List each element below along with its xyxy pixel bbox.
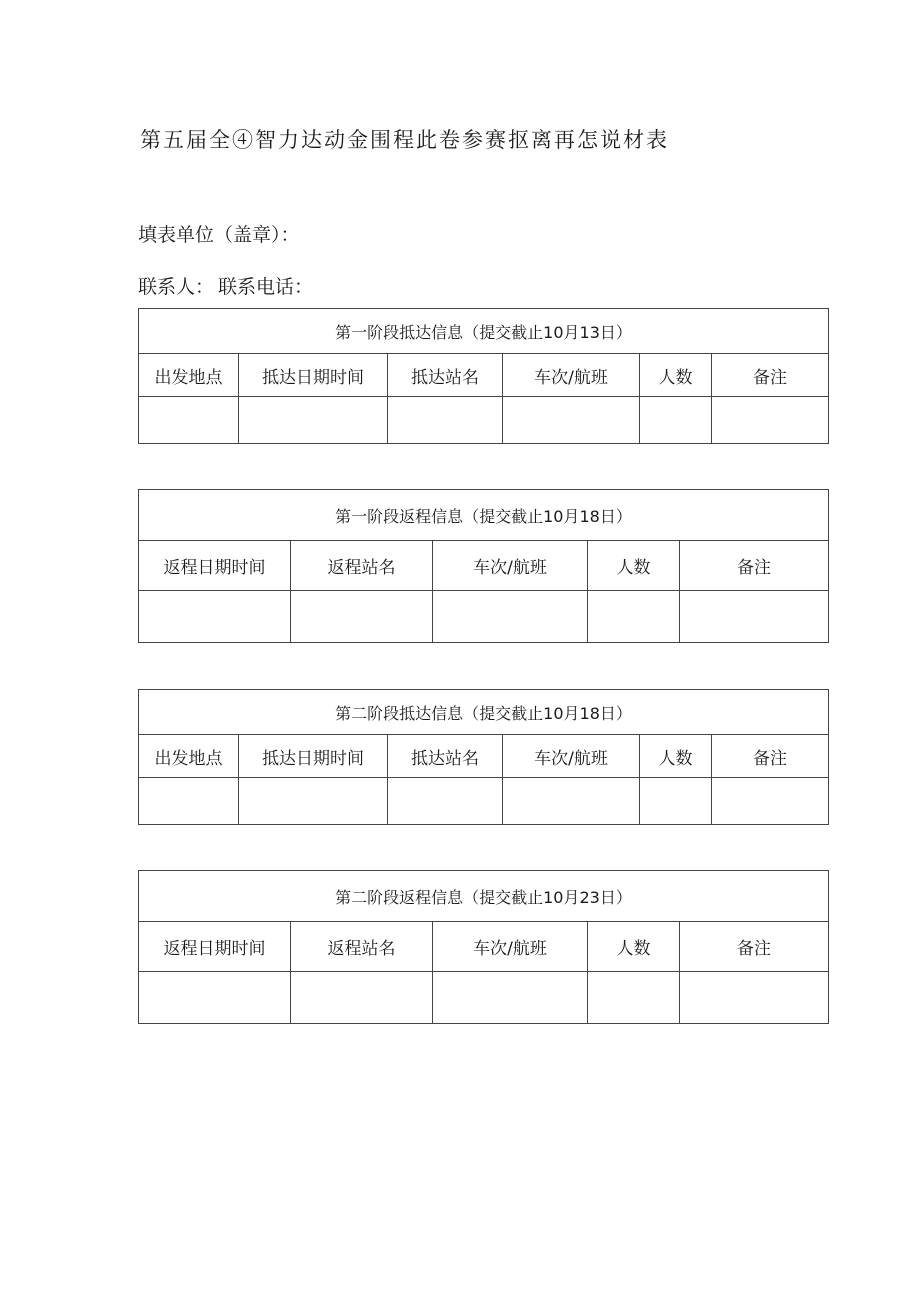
input-cell-arrival-station[interactable] [388, 397, 503, 444]
col-header-return-station: 返程站名 [291, 922, 433, 972]
input-cell-return-datetime[interactable] [139, 591, 291, 643]
input-cell-return-station[interactable] [291, 972, 433, 1024]
input-cell-remarks[interactable] [712, 397, 829, 444]
input-cell-remarks[interactable] [712, 778, 829, 825]
input-cell-departure-place[interactable] [139, 397, 239, 444]
input-cell-remarks[interactable] [680, 972, 829, 1024]
col-header-remarks: 备注 [680, 541, 829, 591]
stage1-arrival-table [138, 308, 829, 444]
col-header-arrival-datetime: 抵达日期时间 [239, 354, 388, 397]
input-cell-train-flight[interactable] [503, 778, 640, 825]
input-cell-headcount[interactable] [640, 778, 712, 825]
input-cell-headcount[interactable] [588, 972, 680, 1024]
col-header-train-flight: 车次/航班 [503, 354, 640, 397]
col-header-arrival-datetime: 抵达日期时间 [239, 735, 388, 778]
col-header-train-flight: 车次/航班 [433, 922, 588, 972]
input-cell-remarks[interactable] [680, 591, 829, 643]
contact-field [138, 272, 313, 299]
unit-field [138, 220, 300, 247]
col-header-departure-place: 出发地点 [139, 354, 239, 397]
input-cell-departure-place[interactable] [139, 778, 239, 825]
input-cell-train-flight[interactable] [433, 591, 588, 643]
input-cell-return-datetime[interactable] [139, 972, 291, 1024]
input-cell-train-flight[interactable] [503, 397, 640, 444]
input-cell-arrival-station[interactable] [388, 778, 503, 825]
col-header-train-flight: 车次/航班 [433, 541, 588, 591]
unit-label: 填表单位（盖章）： [138, 224, 300, 246]
col-header-arrival-station: 抵达站名 [388, 354, 503, 397]
col-header-return-datetime: 返程日期时间 [139, 922, 291, 972]
col-header-remarks: 备注 [712, 735, 829, 778]
col-header-headcount: 人数 [640, 735, 712, 778]
input-cell-headcount[interactable] [640, 397, 712, 444]
table-caption: 第二阶段返程信息（提交截止10月23日） [139, 871, 829, 922]
contact-phone-label: 联系电话： [218, 276, 314, 298]
contact-person-label: 联系人： [138, 276, 215, 298]
col-header-departure-place: 出发地点 [139, 735, 239, 778]
col-header-headcount: 人数 [588, 922, 680, 972]
col-header-remarks: 备注 [680, 922, 829, 972]
document-title: 第五届全④智力达动金围程此卷参赛抠离再怎说材表 [140, 128, 669, 152]
table-caption: 第一阶段抵达信息（提交截止10月13日） [139, 309, 829, 354]
stage2-arrival-table [138, 689, 829, 825]
table-caption: 第一阶段返程信息（提交截止10月18日） [139, 490, 829, 541]
stage2-return-table [138, 870, 829, 1024]
col-header-return-station: 返程站名 [291, 541, 433, 591]
input-cell-arrival-datetime[interactable] [239, 397, 388, 444]
input-cell-arrival-datetime[interactable] [239, 778, 388, 825]
col-header-headcount: 人数 [588, 541, 680, 591]
input-cell-train-flight[interactable] [433, 972, 588, 1024]
col-header-arrival-station: 抵达站名 [388, 735, 503, 778]
input-cell-headcount[interactable] [588, 591, 680, 643]
col-header-remarks: 备注 [712, 354, 829, 397]
col-header-return-datetime: 返程日期时间 [139, 541, 291, 591]
input-cell-return-station[interactable] [291, 591, 433, 643]
col-header-headcount: 人数 [640, 354, 712, 397]
stage1-return-table [138, 489, 829, 643]
table-caption: 第二阶段抵达信息（提交截止10月18日） [139, 690, 829, 735]
col-header-train-flight: 车次/航班 [503, 735, 640, 778]
